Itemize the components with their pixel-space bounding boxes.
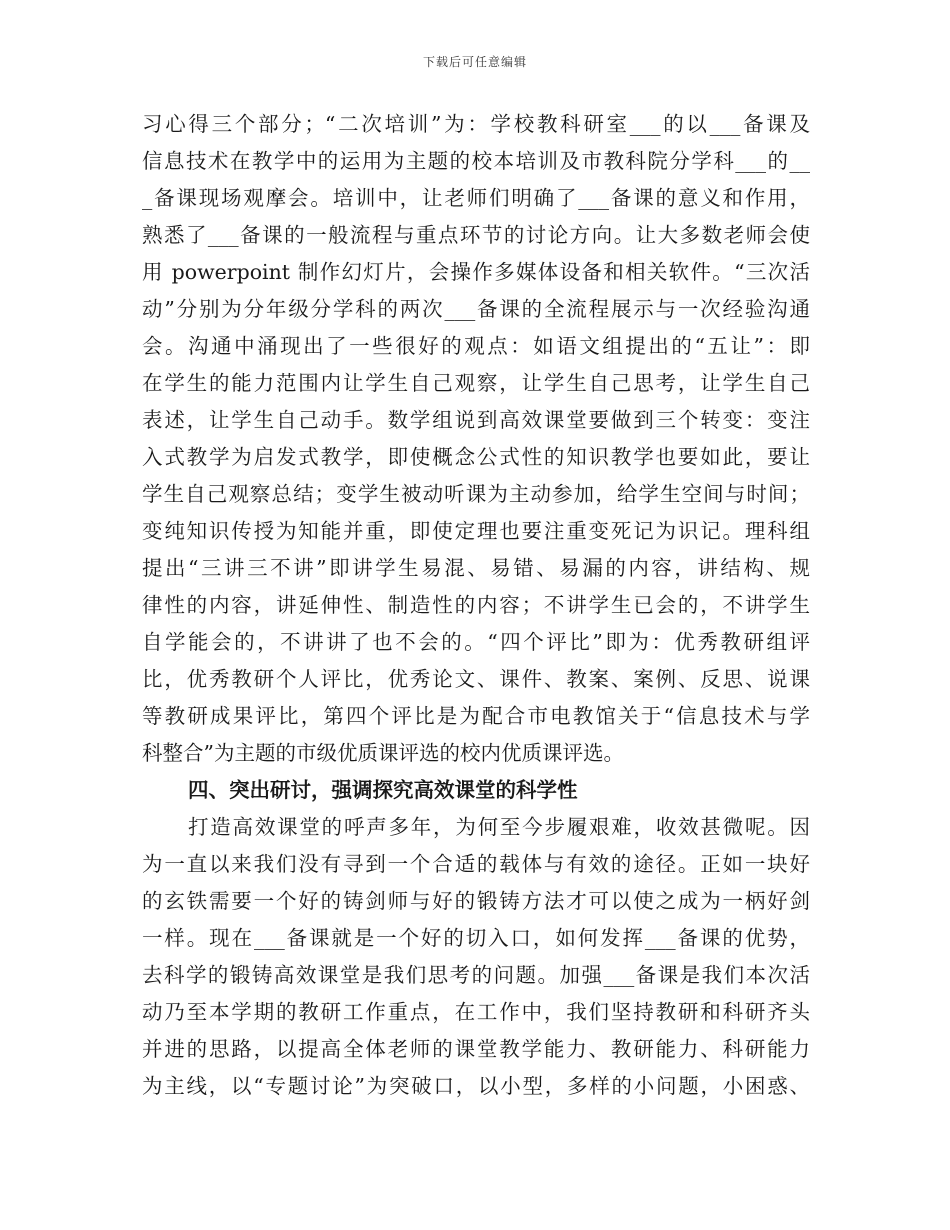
section-heading: 四、突出研讨，强调探究高效课堂的科学性 <box>188 778 578 802</box>
page-header: 下载后可任意编辑 <box>422 55 527 69</box>
text-line: 为一直以来我们没有寻到一个合适的载体与有效的途径。正如一块好 <box>142 852 810 876</box>
text-line: 打造高效课堂的呼声多年，为何至今步履艰难，收效甚微呢。因 <box>188 815 810 839</box>
text-line: 等教研成果评比，第四个评比是为配合市电教馆关于“信息技术与学 <box>142 704 810 728</box>
document-body <box>142 106 810 1105</box>
text-line: 动乃至本学期的教研工作重点，在工作中，我们坚持教研和科研齐头 <box>142 1000 810 1024</box>
text-line: 熟悉了___备课的一般流程与重点环节的讨论方向。让大多数老师会使 <box>142 223 810 247</box>
text-line: _备课现场观摩会。培训中，让老师们明确了___备课的意义和作用， <box>142 186 810 210</box>
text-line: 入式教学为启发式教学，即使概念公式性的知识教学也要如此，要让 <box>142 445 810 469</box>
text-line: 表述，让学生自己动手。数学组说到高效课堂要做到三个转变：变注 <box>142 408 810 432</box>
paragraph-training <box>142 106 810 772</box>
text-line: 习心得三个部分；“二次培训”为：学校教科研室___的以___备课及 <box>142 112 810 136</box>
text-line: 用 powerpoint 制作幻灯片，会操作多媒体设备和相关软件。“三次活 <box>142 260 810 284</box>
text-line: 一样。现在___备课就是一个好的切入口，如何发挥___备课的优势， <box>142 926 810 950</box>
text-line: 会。沟通中涌现出了一些很好的观点：如语文组提出的“五让”：即 <box>142 334 810 358</box>
text-line: 并进的思路，以提高全体老师的课堂教学能力、教研能力、科研能力 <box>142 1037 810 1061</box>
text-line: 动”分别为分年级分学科的两次___备课的全流程展示与一次经验沟通 <box>142 297 810 321</box>
text-line: 学生自己观察总结；变学生被动听课为主动参加，给学生空间与时间； <box>142 482 810 506</box>
text-line: 提出“三讲三不讲”即讲学生易混、易错、易漏的内容，讲结构、规 <box>142 556 810 580</box>
paragraph-efficient-classroom <box>142 809 810 1105</box>
text-line: 在学生的能力范围内让学生自己观察，让学生自己思考，让学生自己 <box>142 371 810 395</box>
text-line: 为主线，以“专题讨论”为突破口，以小型，多样的小问题，小困惑、 <box>142 1074 810 1098</box>
text-line: 自学能会的，不讲讲了也不会的。“四个评比”即为：优秀教研组评 <box>142 630 810 654</box>
text-line: 去科学的锻铸高效课堂是我们思考的问题。加强___备课是我们本次活 <box>142 963 810 987</box>
text-line: 科整合”为主题的市级优质课评选的校内优质课评选。 <box>142 741 624 765</box>
text-line: 变纯知识传授为知能并重，即使定理也要注重变死记为识记。理科组 <box>142 519 810 543</box>
text-line: 的玄铁需要一个好的铸剑师与好的锻铸方法才可以使之成为一柄好剑 <box>142 889 810 913</box>
text-line: 信息技术在教学中的运用为主题的校本培训及市教科院分学科___的__ <box>142 149 810 173</box>
text-line: 比，优秀教研个人评比，优秀论文、课件、教案、案例、反思、说课 <box>142 667 810 691</box>
text-line: 律性的内容，讲延伸性、制造性的内容；不讲学生已会的，不讲学生 <box>142 593 810 617</box>
